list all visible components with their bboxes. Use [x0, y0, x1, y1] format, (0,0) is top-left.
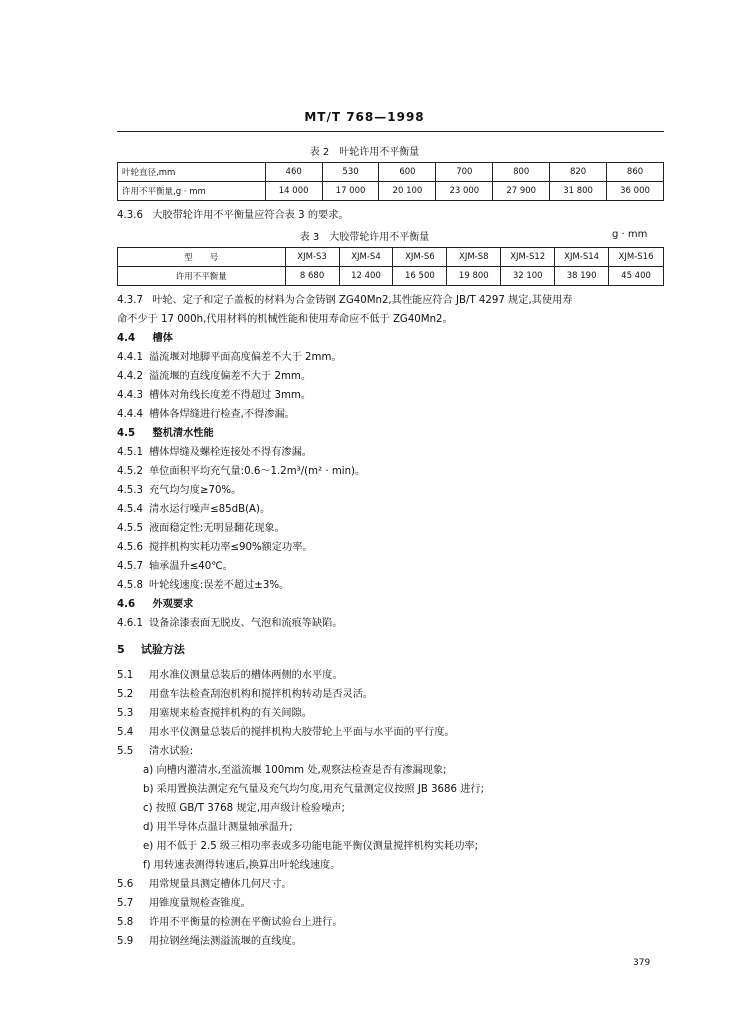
table3: [117, 247, 664, 286]
clause-text: 用塞规来检查搅拌机构的有关间隙。: [149, 708, 312, 719]
table3-cell: XJM-S4: [339, 248, 393, 267]
clause-number: 4.5.8: [117, 580, 143, 591]
clause-number: 4.4.4: [117, 409, 143, 420]
section-title: 槽体: [152, 333, 173, 344]
clause-text: 清水试验:: [149, 746, 194, 757]
clause-number: 4.4.1: [117, 352, 143, 363]
clause-4-5-6: [117, 541, 677, 554]
table2-cell: 31 800: [550, 182, 607, 201]
table3-row-unbalance: [118, 267, 664, 286]
section-number: 5: [117, 643, 125, 656]
clause-5-5-e: e) 用不低于 2.5 级三相功率表或多功能电能平衡仪测量搅拌机构实耗功率;: [143, 841, 479, 852]
clause-number: 5.4: [117, 727, 134, 738]
clause-text: 清水运行噪声≤85dB(A)。: [149, 504, 271, 515]
table2-row1-label: 叶轮直径,mm: [118, 163, 266, 182]
clause-number: 4.6.1: [117, 618, 143, 629]
clause-4-5-8: [117, 579, 677, 592]
table3-row1-label: 型 号: [118, 248, 286, 267]
table3-cell: XJM-S8: [447, 248, 501, 267]
clause-text: 叶轮线速度:误差不超过±3%。: [149, 580, 290, 591]
clause-text: 单位面积平均充气量:0.6～1.2m³/(m² · min)。: [149, 466, 366, 477]
clause-text: 槽体对角线长度差不得超过 3mm。: [149, 390, 312, 401]
clause-4-5-2: [117, 465, 677, 478]
clause-4-3-7-line2: 命不少于 17 000h,代用材料的机械性能和使用寿命应不低于 ZG40Mn2。: [117, 314, 453, 325]
clause-4-4-1: [117, 351, 677, 364]
clause-number: 5.5: [117, 746, 134, 757]
clause-4-4-2: [117, 370, 677, 383]
table3-cell: 32 100: [501, 267, 555, 286]
section-title: 外观要求: [152, 599, 194, 610]
header-rule: [117, 131, 664, 132]
table2-cell: 460: [265, 163, 322, 182]
table3-caption: 表 3 大胶带轮许用不平衡量: [299, 232, 430, 243]
clause-number: 4.3.7: [117, 295, 143, 306]
clause-5-8: [117, 916, 677, 929]
section-4-5-heading: [117, 427, 677, 440]
table2-row2-label: 许用不平衡量,g · mm: [118, 182, 266, 201]
page-number: 379: [633, 958, 651, 968]
table2-cell: 800: [493, 163, 550, 182]
table2-cell: 820: [550, 163, 607, 182]
clause-number: 4.5.4: [117, 504, 143, 515]
clause-5-7: [117, 897, 677, 910]
table2-cell: 17 000: [322, 182, 379, 201]
clause-number: 4.3.6: [117, 210, 143, 221]
clause-5-4: [117, 726, 677, 739]
clause-number: 4.5.1: [117, 447, 143, 458]
clause-4-3-7-line1: [117, 294, 677, 307]
clause-number: 4.5.5: [117, 523, 143, 534]
clause-5-5-b: b) 采用置换法测定充气量及充气均匀度,用充气量测定仪按照 JB 3686 进行;: [143, 784, 485, 795]
section-number: 4.6: [117, 599, 136, 610]
table3-cell: XJM-S3: [285, 248, 339, 267]
clause-5-9: [117, 935, 677, 948]
section-number: 4.5: [117, 428, 136, 439]
clause-text: 用水准仪测量总装后的槽体两侧的水平度。: [149, 670, 343, 681]
clause-4-5-1: [117, 446, 677, 459]
clause-number: 5.2: [117, 689, 134, 700]
table3-unit: g · mm: [612, 229, 648, 240]
clause-text: 大胶带轮许用不平衡量应符合表 3 的要求。: [152, 210, 349, 221]
clause-number: 5.3: [117, 708, 134, 719]
clause-text: 溢流堰的直线度偏差不大于 2mm。: [149, 371, 312, 382]
table2-row-unbalance: [118, 182, 664, 201]
table3-cell: XJM-S14: [555, 248, 609, 267]
section-5-heading: [117, 643, 677, 656]
clause-text: 设备涂漆表面无脱皮、气泡和流痕等缺陷。: [149, 618, 343, 629]
clause-text: 充气均匀度≥70%。: [149, 485, 242, 496]
table2-row-diameter: [118, 163, 664, 182]
table3-cell: 8 680: [285, 267, 339, 286]
table3-cell: 38 190: [555, 267, 609, 286]
table3-cell: 19 800: [447, 267, 501, 286]
clause-text: 用拉钢丝绳法测溢流堰的直线度。: [149, 936, 302, 947]
section-title: 试验方法: [140, 643, 185, 656]
clause-text: 搅拌机构实耗功率≤90%额定功率。: [149, 542, 313, 553]
clause-number: 5.6: [117, 879, 134, 890]
clause-number: 4.5.2: [117, 466, 143, 477]
section-4-4-heading: [117, 332, 677, 345]
section-4-6-heading: [117, 598, 677, 611]
clause-text: 槽体各焊缝进行检查,不得渗漏。: [149, 409, 295, 420]
clause-text: 许用不平衡量的检测在平衡试验台上进行。: [149, 917, 343, 928]
table3-row-model: [118, 248, 664, 267]
clause-5-1: [117, 669, 677, 682]
clause-5-5-a: a) 向槽内灌清水,至溢流堰 100mm 处,观察法检查是否有渗漏现象;: [143, 765, 447, 776]
clause-5-5-d: d) 用半导体点温计测量轴承温升;: [143, 822, 293, 833]
table3-row2-label: 许用不平衡量: [118, 267, 286, 286]
clause-text: 用常规量具测定槽体几何尺寸。: [149, 879, 292, 890]
clause-number: 4.4.3: [117, 390, 143, 401]
clause-number: 4.4.2: [117, 371, 143, 382]
clause-4-4-3: [117, 389, 677, 402]
clause-text: 液面稳定性:无明显翻花现象。: [149, 523, 285, 534]
clause-5-6: [117, 878, 677, 891]
table3-cell: XJM-S16: [609, 248, 664, 267]
clause-text: 轴承温升≤40℃。: [149, 561, 233, 572]
table2-cell: 14 000: [265, 182, 322, 201]
table3-cell: XJM-S12: [501, 248, 555, 267]
table2-cell: 36 000: [607, 182, 664, 201]
clause-text: 用水平仪测量总装后的搅拌机构大胶带轮上平面与水平面的平行度。: [149, 727, 455, 738]
table3-cell: XJM-S6: [393, 248, 447, 267]
clause-4-6-1: [117, 617, 677, 630]
table2-cell: 20 100: [379, 182, 436, 201]
table2-cell: 600: [379, 163, 436, 182]
section-title: 整机清水性能: [152, 428, 214, 439]
table2-cell: 700: [436, 163, 493, 182]
clause-4-5-7: [117, 560, 677, 573]
clause-number: 5.9: [117, 936, 134, 947]
clause-5-5-f: f) 用转速表测得转速后,换算出叶轮线速度。: [143, 860, 341, 871]
clause-5-3: [117, 707, 677, 720]
clause-number: 5.7: [117, 898, 134, 909]
clause-text: 槽体焊缝及螺栓连接处不得有渗漏。: [149, 447, 312, 458]
table2-caption: 表 2 叶轮许用不平衡量: [309, 147, 420, 158]
clause-text: 用盘车法检查刮泡机构和搅拌机构转动是否灵活。: [149, 689, 374, 700]
table2-cell: 27 900: [493, 182, 550, 201]
clause-4-5-3: [117, 484, 677, 497]
clause-4-4-4: [117, 408, 677, 421]
table3-cell: 12 400: [339, 267, 393, 286]
table2: [117, 162, 664, 201]
clause-4-5-4: [117, 503, 677, 516]
table3-cell: 45 400: [609, 267, 664, 286]
table2-cell: 23 000: [436, 182, 493, 201]
clause-5-5: [117, 745, 677, 758]
clause-text: 溢流堰对地脚平面高度偏差不大于 2mm。: [149, 352, 342, 363]
clause-number: 4.5.6: [117, 542, 143, 553]
clause-4-3-6: [117, 209, 677, 222]
clause-number: 5.8: [117, 917, 134, 928]
section-number: 4.4: [117, 333, 136, 344]
table2-cell: 860: [607, 163, 664, 182]
clause-text: 用锥度量规检查锥度。: [149, 898, 251, 909]
clause-number: 4.5.3: [117, 485, 143, 496]
table3-cell: 16 500: [393, 267, 447, 286]
clause-text: 叶轮、定子和定子盖板的材料为合金铸钢 ZG40Mn2,其性能应符合 JB/T 4297 规定,其使用寿: [152, 295, 573, 306]
clause-4-5-5: [117, 522, 677, 535]
clause-5-2: [117, 688, 677, 701]
clause-5-5-c: c) 按照 GB/T 3768 规定,用声级计检验噪声;: [143, 803, 345, 814]
standard-code: MT/T 768—1998: [304, 110, 425, 124]
clause-number: 4.5.7: [117, 561, 143, 572]
clause-number: 5.1: [117, 670, 134, 681]
table2-cell: 530: [322, 163, 379, 182]
